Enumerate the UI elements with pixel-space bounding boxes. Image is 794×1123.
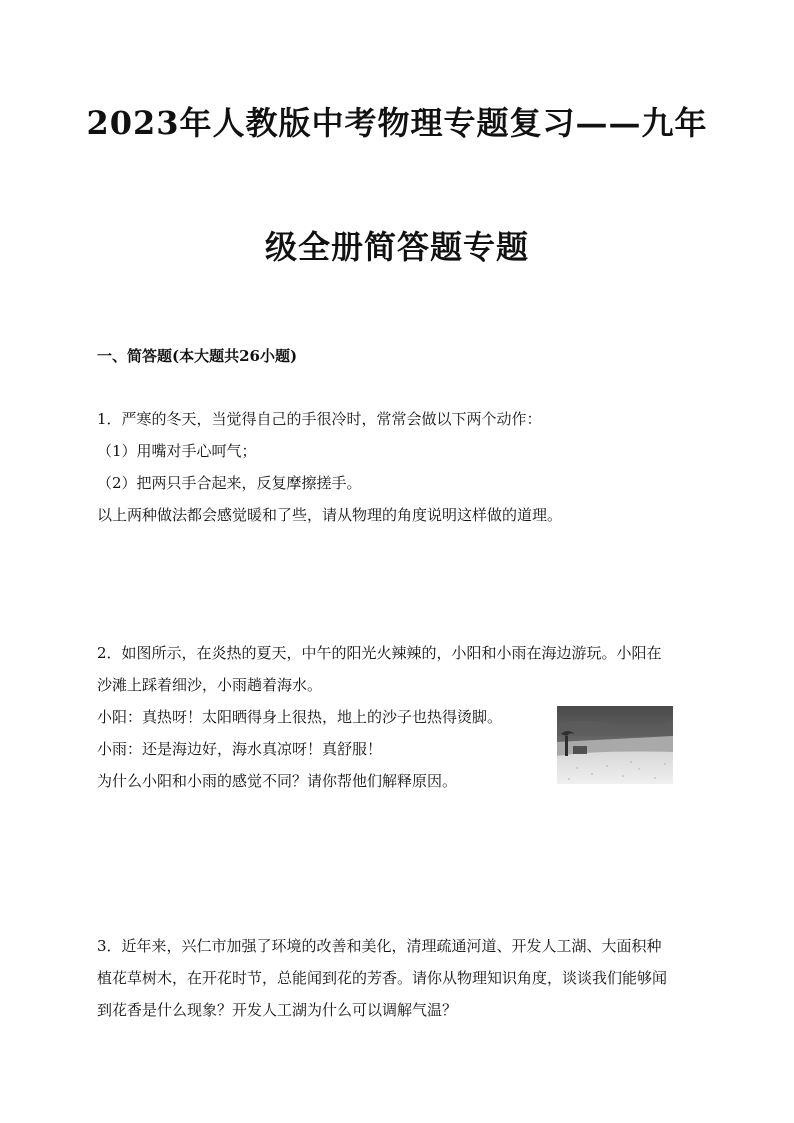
question-text-line: 小雨：还是海边好，海水真凉呀！真舒服！ bbox=[97, 740, 383, 758]
question-text-line: 1．严寒的冬天，当觉得自己的手很冷时，常常会做以下两个动作： bbox=[97, 410, 542, 428]
beach-photo bbox=[557, 706, 673, 784]
question-3 bbox=[97, 930, 707, 1026]
question-text-line: （1）用嘴对手心呵气； bbox=[97, 442, 257, 460]
question-1 bbox=[97, 403, 707, 531]
document-title-line-1: 2023年人教版中考物理专题复习——九年 bbox=[86, 104, 708, 142]
question-text-line: 沙滩上踩着细沙，小雨趟着海水。 bbox=[97, 676, 323, 694]
question-text-line: （2）把两只手合起来，反复摩擦搓手。 bbox=[97, 474, 362, 492]
question-text-line: 为什么小阳和小雨的感觉不同？请你帮他们解释原因。 bbox=[97, 772, 458, 790]
document-title-line-2: 级全册简答题专题 bbox=[264, 228, 529, 266]
question-text-line: 2．如图所示，在炎热的夏天，中午的阳光火辣辣的，小阳和小雨在海边游玩。小阳在 bbox=[97, 644, 662, 662]
question-text-line: 3．近年来，兴仁市加强了环境的改善和美化，清理疏通河道、开发人工湖、大面积种 bbox=[97, 937, 662, 955]
section-heading: 一、简答题(本大题共26小题) bbox=[97, 347, 298, 365]
question-text-line: 以上两种做法都会感觉暖和了些，请从物理的角度说明这样做的道理。 bbox=[97, 506, 563, 524]
question-text-line: 到花香是什么现象？开发人工湖为什么可以调解气温？ bbox=[97, 1001, 458, 1019]
question-text-line: 小阳：真热呀！太阳晒得身上很热，地上的沙子也热得烫脚。 bbox=[97, 708, 503, 726]
question-text-line: 植花草树木，在开花时节，总能闻到花的芳香。请你从物理知识角度，谈谈我们能够闻 bbox=[97, 969, 668, 987]
